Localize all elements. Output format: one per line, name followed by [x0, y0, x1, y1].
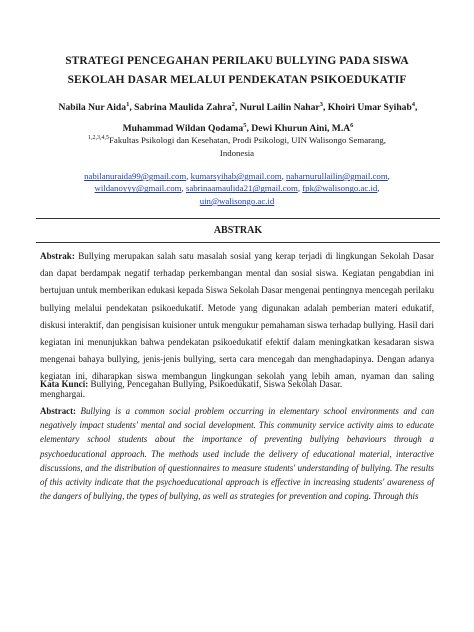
- abstrak-text: Bullying merupakan salah satu masalah sosial yang kerap terjadi di lingkungan Sekolah Dasar dan dapat berdampak negatif terhadap perkembangan mental dan sosial siswa. Kegiatan pengabdian ini bertujuan untuk memberikan edukasi kepada Siswa Sekolah Dasar mengenai pentingnya mencegah perilaku bullying melalui pendekatan psikoedukatif. Metode yang digunakan adalah pemberian materi edukatif, diskusi interaktif, dan pengisisan kuisioner untuk mengukur pemahaman siswa terhadap bullying. Hasil dari kegiatan ini menunjukkan bahwa pendekatan psikoedukatif efektif dalam meningkatkan kesadaran siswa mengenai bahaya bullying, jenis-jenis bullying, serta cara mencegah dan menghadapinya. Dengan adanya kegiatan ini, diharapkan siswa membangun lingkungan sekolah yang lebih aman, nyaman dan saling menghargai.: [40, 251, 434, 399]
- authors-line-1: Nabila Nur Aida$^1$, Sabrina Maulida Zahra$^2$, Nurul Lailin Nahar$^3$, Khoiri Umar Syihab$^4$,: [58, 101, 418, 114]
- keywords-text: Bullying, Pencegahan Bullying, Psikoedukatif, Siswa Sekolah Dasar.: [90, 379, 343, 389]
- affiliation-sup: 1,2,3,4,5: [88, 135, 110, 141]
- title-line-2: SEKOLAH DASAR MELALUI PENDEKATAN PSIKOEDUKATIF: [67, 74, 407, 86]
- keywords-paragraph: [40, 377, 434, 391]
- email-line-1: nabilanuraida99@gmail.com, kumarsyihab@gmail.com, naharnurullailin@gmail.com,: [84, 171, 390, 181]
- affiliation: [40, 132, 434, 160]
- keywords-lead: Kata Kunci:: [40, 379, 89, 389]
- email-link[interactable]: kumarsyihab@gmail.com: [190, 171, 282, 181]
- author-sup: 5: [243, 122, 247, 130]
- author-name: Muhammad Wildan Qodama: [122, 123, 244, 135]
- author-sup: 2: [231, 101, 235, 108]
- author-name: Khoiri Umar Syihab: [327, 102, 412, 114]
- authors-line-2: Muhammad Wildan Qodama$^5$, Dewi Khurun Aini, $M.A^6$: [122, 122, 354, 135]
- author-name: Nurul Lailin Nahar: [239, 102, 320, 114]
- title-line-1: STRATEGI PENCEGAHAN PERILAKU BULLYING PADA SISWA: [65, 55, 409, 67]
- abstract-text: Bullying is a common social problem occurring in elementary school environments and can negatively impact students' mental and social development. This community service activity aims to educate elementary school students about the importance of preventing bullying behaviours through a psychoeducational approach. The methods used include the delivery of educational material, interactive discussions, and the distribution of questionnaires to measure students' understanding of bullying. The results of this activity indicate that the psychoeducational approach is effective in increasing students' awareness of the dangers of bullying, the types of bullying, as well as strategies for prevention and coping. Through this: [40, 406, 435, 502]
- email-link[interactable]: wildanoyyy@gmail.com: [94, 183, 182, 194]
- abstract-paragraph: [40, 404, 434, 503]
- author-name: Dewi Khurun Aini, M.A: [251, 123, 351, 135]
- abstract-lead: Abstract:: [40, 406, 76, 416]
- abstrak-heading: ABSTRAK: [213, 225, 263, 236]
- affiliation-text: Fakultas Psikologi dan Kesehatan, Prodi Psikologi, UIN Walisongo Semarang,: [109, 134, 386, 145]
- email-link[interactable]: naharnurullailin@gmail.com: [286, 171, 388, 181]
- abstrak-lead: Abstrak:: [40, 251, 75, 261]
- email-line-3: [32, 195, 442, 207]
- author-sup: 1: [126, 101, 130, 108]
- author-sup: 3: [319, 101, 323, 108]
- email-list: [32, 170, 442, 207]
- email-line-2: wildanoyyy@gmail.com, sabrinaamaulida21@gmail.com, fpk@walisongo.ac.id,: [94, 183, 380, 194]
- affiliation-line-2: Indonesia: [219, 147, 255, 158]
- email-link[interactable]: uin@walisongo.ac.id: [199, 195, 275, 206]
- divider-top: [36, 218, 440, 219]
- divider-bottom: [36, 242, 440, 243]
- email-link[interactable]: nabilanuraida99@gmail.com: [84, 171, 187, 181]
- email-link[interactable]: fpk@walisongo.ac.id: [302, 183, 378, 194]
- author-name: Nabila Nur Aida: [58, 102, 127, 114]
- author-name: Sabrina Maulida Zahra: [134, 102, 232, 114]
- author-sup: 6: [350, 122, 354, 130]
- author-sup: 4: [411, 101, 416, 108]
- paper-title: [40, 52, 434, 90]
- email-link[interactable]: sabrinaamaulida21@gmail.com: [185, 183, 298, 194]
- affiliation-line-1: [40, 132, 434, 147]
